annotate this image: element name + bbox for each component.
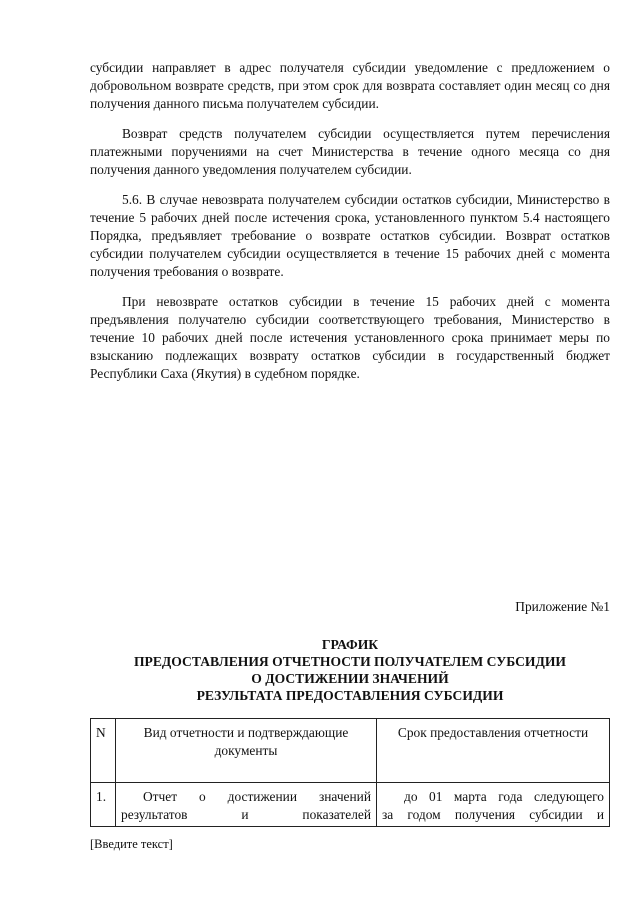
paragraph-4: При невозврате остатков субсидии в течение 15 рабочих дней с момента предъявления получателю субсидии соответствующего требования, Министерство в течение 10 рабочих дней после истечения установленного срока принимает меры по взысканию подлежащих возврату остатков субсидии в государственный бюджет Республики Саха (Якутия) в судебном порядке.: [90, 294, 610, 381]
title-line-2: ПРЕДОСТАВЛЕНИЯ ОТЧЕТНОСТИ ПОЛУЧАТЕЛЕМ СУБСИДИИ: [133, 654, 567, 669]
header-report-type: Вид отчетности и подтверждающие документы: [116, 719, 377, 783]
title-line-3: О ДОСТИЖЕНИИ ЗНАЧЕНИЙ: [251, 671, 449, 686]
row-deadline-line-1: до 01 марта года следующего: [404, 789, 604, 804]
row-deadline-line-2: за годом получения субсидии и: [382, 807, 604, 822]
footer-placeholder[interactable]: [Введите текст]: [90, 837, 173, 851]
paragraph-3: 5.6. В случае невозврата получателем субсидии остатков субсидии, Министерство в течение 5 рабочих дней после истечения срока, установленного пунктом 5.4 настоящего Порядка, предъявляет требование о возврате остатков субсидии. Возврат остатков субсидии получателем субсидии осуществляется в течение 15 рабочих дней с момента получения требования о возврате.: [90, 192, 610, 279]
header-deadline: Срок предоставления отчетности: [377, 719, 610, 783]
appendix-label: Приложение №1: [515, 599, 610, 614]
paragraph-2: Возврат средств получателем субсидии осуществляется путем перечисления платежными поручениями на счет Министерства в течение одного месяца со дня получения данного уведомления получателем субсидии.: [90, 126, 610, 177]
title-line-4: РЕЗУЛЬТАТА ПРЕДОСТАВЛЕНИЯ СУБСИДИИ: [196, 688, 504, 703]
table-header-row: [91, 719, 610, 783]
title-line-1: ГРАФИК: [321, 637, 379, 652]
row-deadline: [377, 783, 610, 827]
schedule-title: [90, 636, 610, 704]
row-report-type-line-2: результатов и показателей: [121, 807, 371, 822]
row-report-type: [116, 783, 377, 827]
row-report-type-line-1: Отчет о достижении значений: [143, 789, 371, 804]
paragraph-1: субсидии направляет в адрес получателя субсидии уведомление с предложением о добровольном возврате средств, при этом срок для возврата составляет один месяц со дня получения данного письма получателем субсидии.: [90, 60, 610, 111]
header-number: N: [91, 719, 116, 783]
table-row: [91, 783, 610, 827]
row-number: 1.: [91, 783, 116, 827]
schedule-table: [90, 718, 610, 827]
